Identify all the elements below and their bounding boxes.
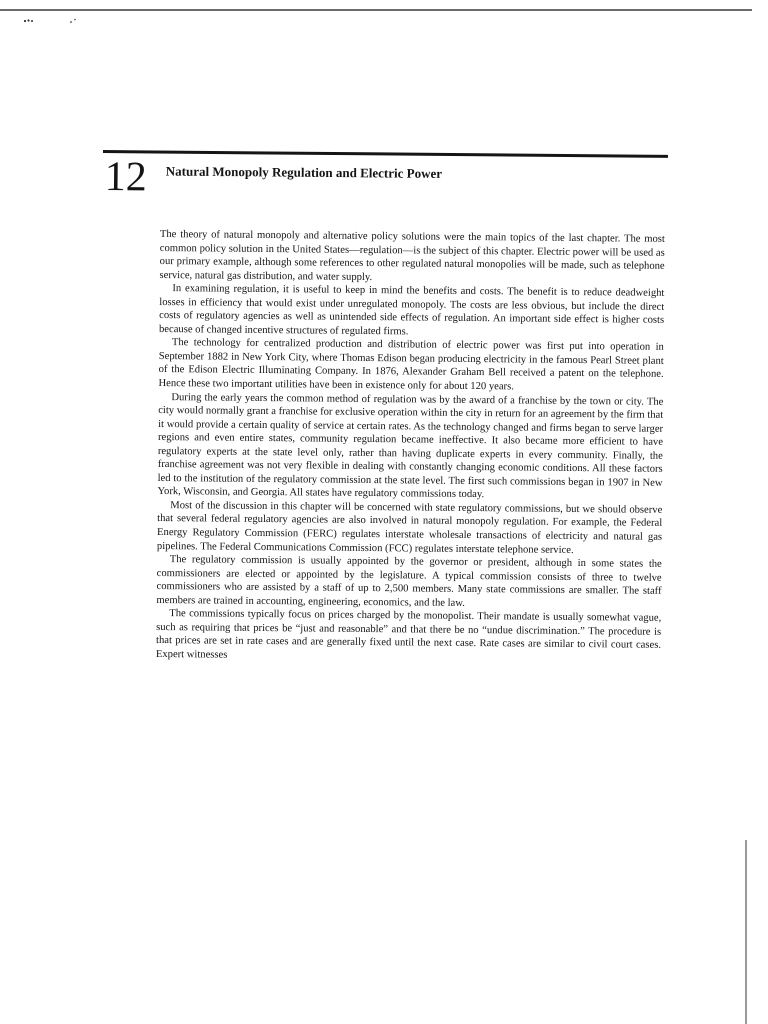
- scan-top-edge-rule: [0, 9, 752, 11]
- chapter-heading: [103, 150, 668, 210]
- scan-artifact-specks: [22, 16, 92, 28]
- paragraph: Most of the discussion in this chapter will be concerned with state regulatory commissions, but we should observe that several federal regulatory agencies are also involved in natural monopoly regulation. For example, the Federal Energy Regulatory Commission (FERC) regulates interstate wholesale transactions of electricity and natural gas pipelines. The Federal Communications Commission (FCC) regulates interstate telephone service.: [156, 500, 663, 556]
- paragraph: The theory of natural monopoly and alternative policy solutions were the main topics of the last chapter. The most common policy solution in the United States—regulation—is the subject of this chapter. Electric power will be used as our primary example, although some references to other regulated natural monopolies will be made, such as telephone service, natural gas distribution, and water supply.: [159, 228, 665, 283]
- paragraph: During the early years the common method of regulation was by the award of a franchise by the town or city. The city would normally grant a franchise for exclusive operation within the city in return for an agreement by the firm that it would provide a certain quality of service at certain rates. As the technology changed and firms began to serve larger regions and even entire states, community regulation became ineffective. It also became more efficient to have regulatory experts at the state level only, rather than having duplicate experts in every community. Finally, the franchise agreement was not very flexible in dealing with constantly changing economic conditions. All these factors led to the institution of the regulatory commission at the state level. The first such commissions began in 1907 in New York, Wisconsin, and Georgia. All states have regulatory commissions today.: [157, 391, 664, 501]
- paragraph: In examining regulation, it is useful to keep in mind the benefits and costs. The benefit is to reduce deadweight losses in efficiency that would exist under unregulated monopoly. The costs are less obvious, but include the direct costs of regulatory agencies as well as unintended side effects of regulation. An important side effect is higher costs because of changed incentive structures of regulated firms.: [158, 283, 665, 338]
- paragraph: The technology for centralized production and distribution of electric power was first put into operation in September 1882 in New York City, where Thomas Edison began producing electricity in the famous Pearl Street plant of the Edison Electric Illuminating Company. In 1876, Alexander Graham Bell received a patent on the telephone. Hence these two important utilities have been in existence only for about 120 years.: [158, 337, 664, 393]
- paragraph: The commissions typically focus on prices charged by the monopolist. Their mandate is usually somewhat vague, such as requiring that prices be “just and reasonable” and that there be no “undue discrimination.” The procedure is that prices are set in rate cases and are generally fixed until the next case. Rate cases are similar to civil court cases. Expert witnesses: [155, 608, 662, 661]
- chapter-number: 12: [104, 154, 147, 201]
- chapter-title: Natural Monopoly Regulation and Electric Power: [165, 163, 443, 181]
- chapter-heading-rule: [103, 150, 668, 158]
- paragraph: The regulatory commission is usually appointed by the governor or president, although in some states the commissioners are elected or appointed by the legislature. A typical commission consists of three to twelve commissioners who are assisted by a staff of up to 2,500 members. Many state commissions are smaller. The staff members are trained in accounting, engineering, economics, and the law.: [156, 554, 662, 609]
- chapter-body-text: [156, 228, 665, 666]
- scan-right-edge-rule: [745, 840, 747, 1024]
